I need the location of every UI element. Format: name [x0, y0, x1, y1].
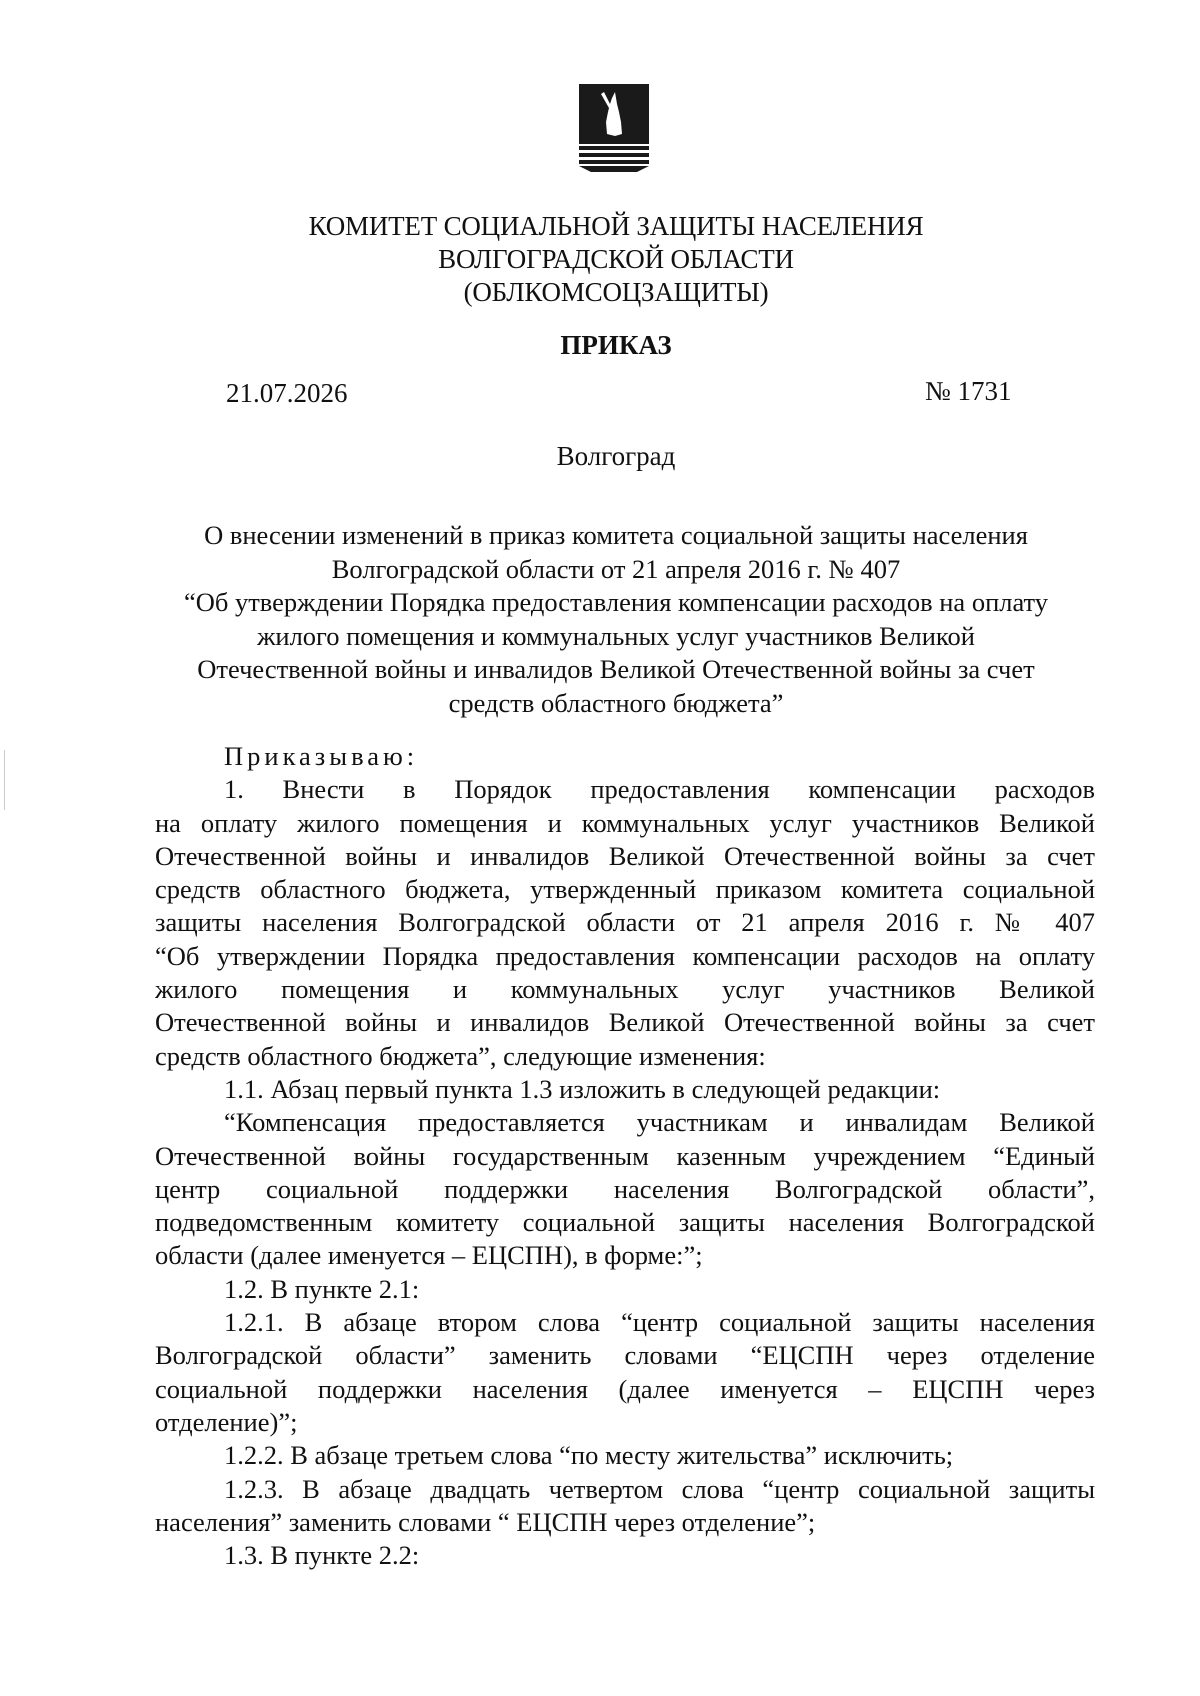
- body-line: средств областного бюджета, утвержденный приказом комитета социальной: [155, 874, 1095, 905]
- body-line: 1.2.1. В абзаце втором слова “центр социальной защиты населения: [224, 1307, 1095, 1338]
- order-number: № 1731: [925, 376, 1012, 406]
- order-body: [155, 740, 1095, 1572]
- body-line: средств областного бюджета”, следующие изменения:: [155, 1040, 766, 1071]
- subject-line: Волгоградской области от 21 апреля 2016 г. № 407: [331, 553, 901, 584]
- body-line: отделение)”;: [155, 1406, 298, 1437]
- body-line: Отечественной войны государственным казенным учреждением “Единый: [155, 1140, 1095, 1171]
- subject-line: средств областного бюджета”: [448, 687, 784, 718]
- body-line: области (далее именуется – ЕЦСПН), в форме:”;: [155, 1240, 703, 1271]
- body-line: 1. Внести в Порядок предоставления компенсации расходов: [224, 774, 1095, 805]
- order-city: Волгоград: [556, 441, 676, 471]
- body-line: “Компенсация предоставляется участникам и инвалидам Великой: [224, 1107, 1095, 1138]
- volgograd-emblem-icon: [577, 82, 651, 174]
- body-line: “Об утверждении Порядка предоставления компенсации расходов на оплату: [155, 940, 1095, 971]
- body-line: центр социальной поддержки населения Волгоградской области”,: [155, 1173, 1095, 1204]
- subject-line: “Об утверждении Порядка предоставления компенсации расходов на оплату: [183, 587, 1049, 617]
- body-line: 1.1. Абзац первый пункта 1.3 изложить в следующей редакции:: [224, 1073, 941, 1104]
- body-line: 1.3. В пункте 2.2:: [224, 1540, 420, 1571]
- document-title: ПРИКАЗ: [560, 330, 672, 360]
- subject-line: Отечественной войны и инвалидов Великой Отечественной войны за счет: [197, 654, 1035, 684]
- body-line: населения” заменить словами “ ЕЦСПН через отделение”;: [155, 1506, 816, 1537]
- body-line: Отечественной войны и инвалидов Великой Отечественной войны за счет: [155, 1007, 1095, 1038]
- header-line-1: КОМИТЕТ СОЦИАЛЬНОЙ ЗАЩИТЫ НАСЕЛЕНИЯ: [308, 211, 924, 241]
- committee-header: [0, 210, 1200, 309]
- body-line: Волгоградской области” заменить словами “ЕЦСПН через отделение: [155, 1340, 1095, 1371]
- body-line: 1.2. В пункте 2.1:: [224, 1273, 420, 1304]
- order-subject: [0, 519, 1200, 720]
- header-line-2: ВОЛГОГРАДСКОЙ ОБЛАСТИ: [438, 244, 794, 274]
- subject-line: О внесении изменений в приказ комитета социальной защиты населения: [204, 520, 1028, 550]
- body-line: на оплату жилого помещения и коммунальных услуг участников Великой: [155, 807, 1095, 838]
- subject-line: жилого помещения и коммунальных услуг участников Великой: [257, 620, 975, 651]
- order-date: 21.07.2026: [226, 378, 348, 408]
- scan-edge-mark: [4, 750, 5, 810]
- body-line: защиты населения Волгоградской области от 21 апреля 2016 г. № 407: [155, 907, 1095, 938]
- body-line: 1.2.3. В абзаце двадцать четвертом слова “центр социальной защиты: [224, 1473, 1095, 1504]
- body-line: Отечественной войны и инвалидов Великой Отечественной войны за счет: [155, 840, 1095, 871]
- header-line-3: (ОБЛКОМСОЦЗАЩИТЫ): [463, 277, 769, 307]
- body-line: 1.2.2. В абзаце третьем слова “по месту жительства” исключить;: [224, 1440, 954, 1471]
- body-line: жилого помещения и коммунальных услуг участников Великой: [155, 974, 1095, 1005]
- order-preamble: Приказываю:: [224, 741, 419, 771]
- body-line: социальной поддержки населения (далее именуется – ЕЦСПН через: [155, 1373, 1095, 1404]
- body-line: подведомственным комитету социальной защиты населения Волгоградской: [155, 1207, 1095, 1238]
